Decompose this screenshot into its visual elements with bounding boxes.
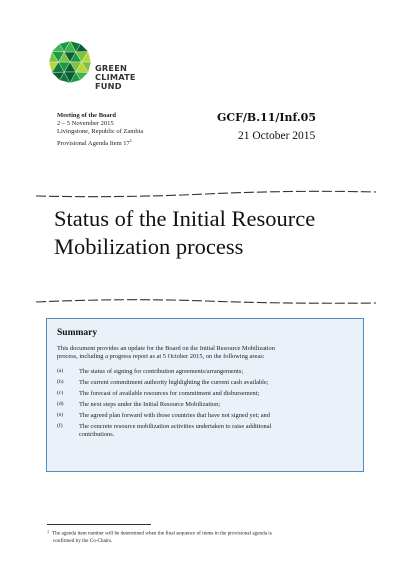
footnote-line-1 xyxy=(47,528,347,538)
gcf-logo xyxy=(47,39,137,97)
list-item xyxy=(57,390,357,398)
agenda-footnote-marker: 1 xyxy=(129,137,133,143)
list-item-label: (c) xyxy=(57,389,64,396)
document-date: 21 October 2015 xyxy=(238,130,316,142)
footnote xyxy=(47,528,347,545)
meeting-agenda-item xyxy=(57,137,143,148)
list-item xyxy=(57,423,357,439)
list-item-label: (a) xyxy=(57,368,64,374)
summary-box xyxy=(46,318,364,472)
list-item-label: (f) xyxy=(57,422,63,429)
meeting-heading: Meeting of the Board xyxy=(57,112,117,119)
list-item xyxy=(57,401,357,409)
summary-heading: Summary xyxy=(57,328,98,338)
summary-intro-line-1: This document provides an update for the Board on the Initial Resource Mobilization xyxy=(57,345,275,352)
list-item xyxy=(57,379,357,387)
list-item-label: (b) xyxy=(57,378,64,385)
logo-line-green: GREEN xyxy=(95,63,128,73)
agenda-item-text: Provisional Agenda Item 17 xyxy=(57,139,130,147)
decorative-divider-top xyxy=(36,186,376,202)
summary-intro-line-2: process, including a progress report as at 5 October 2015, on the following areas: xyxy=(57,353,265,361)
list-item xyxy=(57,412,357,420)
list-item-text: The current commitment authority highlighting the current cash available; xyxy=(79,378,269,386)
list-item-text: The status of signing for contribution agreements/arrangements; xyxy=(79,368,243,375)
list-item-text: The agreed plan forward with those countries that have not signed yet; and xyxy=(79,411,270,419)
footnote-marker: 1 xyxy=(47,529,50,534)
list-item-text: The next steps under the Initial Resource Mobilization; xyxy=(79,400,221,408)
list-item-text-line-2: contributions. xyxy=(79,430,115,438)
list-item-text: The forecast of available resources for commitment and disbursement; xyxy=(79,389,260,397)
list-item-text-line-1: The concrete resource mobilization activities undertaken to raise additional xyxy=(79,422,272,430)
logo-text xyxy=(95,64,136,92)
footnote-line-2: confirmed by the Co-Chairs. xyxy=(53,537,113,544)
list-item-label: (d) xyxy=(57,400,64,407)
document-reference: GCF/B.11/Inf.05 xyxy=(216,111,316,124)
meeting-info xyxy=(57,112,143,148)
logo-line-climate: CLIMATE xyxy=(95,72,136,83)
page-title xyxy=(54,205,374,261)
summary-list xyxy=(57,368,357,442)
meeting-dates: 2 – 5 November 2015 xyxy=(57,120,114,128)
title-line-1: Status of the Initial Resource xyxy=(54,206,316,231)
footnote-text-1: The agenda item number will be determined when the final sequence of items in the provisional agenda is xyxy=(52,530,272,537)
list-item-label: (e) xyxy=(57,411,64,418)
meeting-location: Livingstone, Republic of Zambia xyxy=(57,128,144,136)
list-item xyxy=(57,368,357,376)
footnote-rule xyxy=(47,524,151,525)
globe-logo-icon xyxy=(47,39,93,85)
list-item-text xyxy=(79,423,349,439)
logo-line-fund: FUND xyxy=(95,81,122,92)
title-line-2: Mobilization process xyxy=(54,234,244,259)
summary-body xyxy=(57,345,357,438)
decorative-divider-bottom xyxy=(36,294,376,310)
